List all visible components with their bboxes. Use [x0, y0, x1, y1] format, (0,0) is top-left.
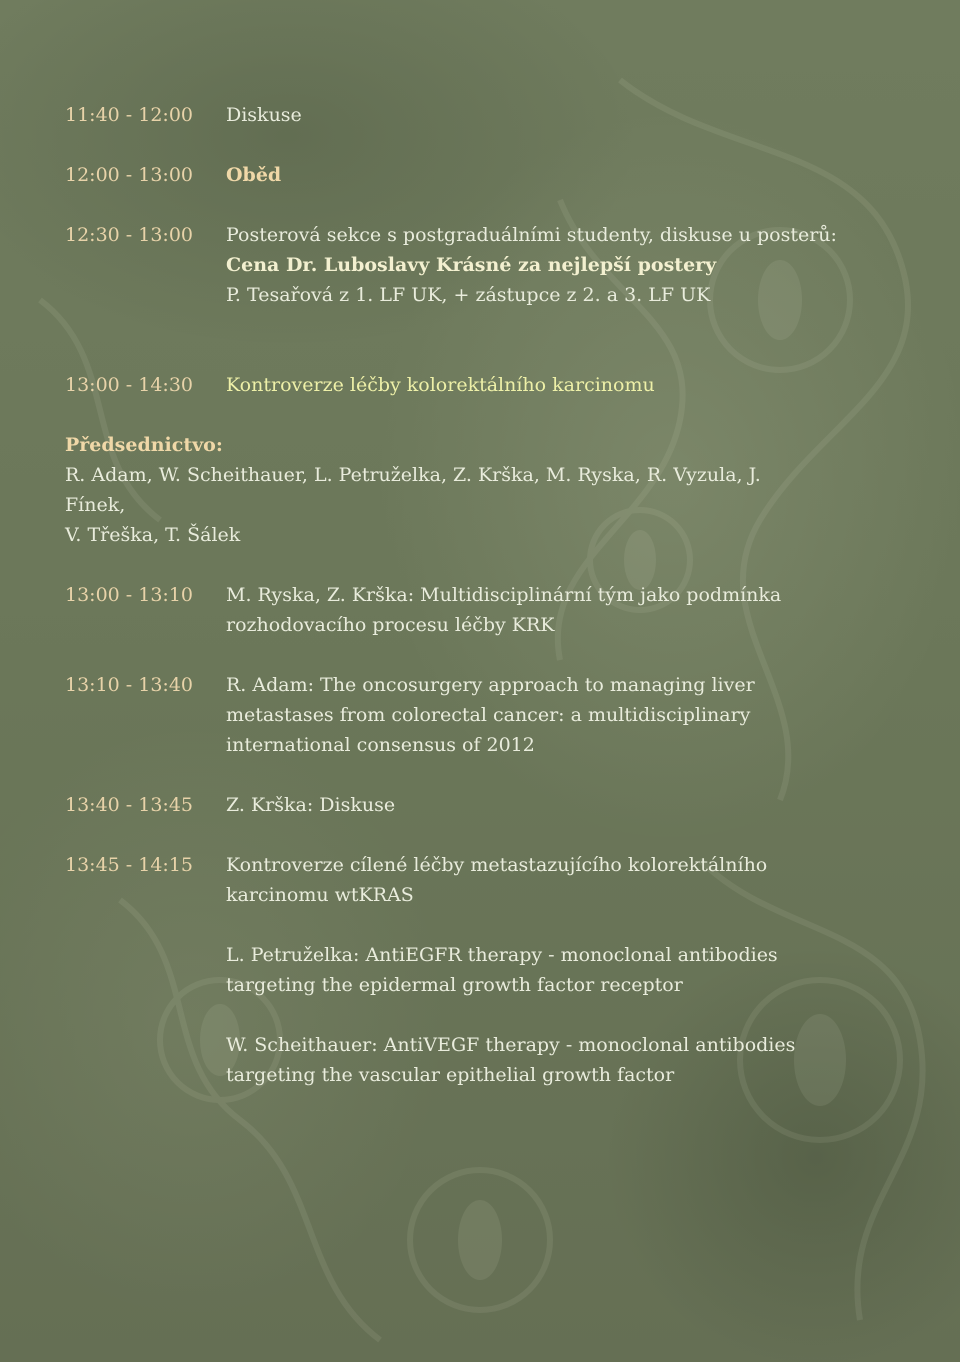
session-description [226, 220, 905, 310]
block-title: Kontroverze léčby kolorektálního karcinomu [226, 374, 655, 396]
talk-title-line: Kontroverze cílené léčby metastazujícího kolorektálního [226, 854, 768, 876]
presidium-names [65, 460, 825, 550]
session-title: Oběd [226, 164, 282, 186]
time-label: 12:00 - 13:00 [65, 164, 194, 186]
talk-description [226, 790, 905, 820]
session-presenters: P. Tesařová z 1. LF UK, + zástupce z 2. a 3. LF UK [226, 284, 711, 306]
session-title: Diskuse [226, 104, 302, 126]
talk-row-oncosurgery [65, 670, 905, 760]
subtalk-title-line: W. Scheithauer: AntiVEGF therapy - monoclonal antibodies [226, 1034, 796, 1056]
schedule-row-poster-section [65, 220, 905, 310]
schedule-row-lunch [65, 160, 905, 190]
time-label: 13:40 - 13:45 [65, 794, 194, 816]
talk-description [226, 850, 905, 1090]
talk-title-line: rozhodovacího procesu léčby KRK [226, 614, 555, 636]
talk-row-multidisciplinary [65, 580, 905, 640]
talk-title-line: metastases from colorectal cancer: a multidisciplinary [226, 704, 751, 726]
presidium-names-line: R. Adam, W. Scheithauer, L. Petruželka, Z. Krška, M. Ryska, R. Vyzula, J. Fínek, [65, 464, 761, 516]
subtalk-title-line: targeting the epidermal growth factor receptor [226, 974, 683, 996]
schedule-row-block-title [65, 370, 905, 400]
time-label: 11:40 - 12:00 [65, 104, 194, 126]
schedule-row-discussion [65, 100, 905, 130]
program-schedule [65, 100, 905, 1090]
session-title: Posterová sekce s postgraduálními studenty, diskuse u posterů: [226, 224, 837, 246]
talk-title-line: M. Ryska, Z. Krška: Multidisciplinární tým jako podmínka [226, 584, 782, 606]
talk-title-line: Z. Krška: Diskuse [226, 794, 396, 816]
subtalk-title-line: targeting the vascular epithelial growth factor [226, 1064, 675, 1086]
talk-title-line: R. Adam: The oncosurgery approach to managing liver [226, 674, 755, 696]
talk-description [226, 580, 905, 640]
talk-description [226, 670, 905, 760]
presidium-names-line: V. Třeška, T. Šálek [65, 524, 241, 546]
talk-row-targeted-therapy [65, 850, 905, 1090]
talk-row-discussion [65, 790, 905, 820]
presidium-label: Předsednictvo: [65, 434, 223, 456]
time-label: 13:10 - 13:40 [65, 674, 194, 696]
talk-title-line: international consensus of 2012 [226, 734, 535, 756]
time-label: 13:00 - 13:10 [65, 584, 194, 606]
time-label: 13:00 - 14:30 [65, 374, 194, 396]
time-label: 12:30 - 13:00 [65, 224, 194, 246]
talk-title-line: karcinomu wtKRAS [226, 884, 414, 906]
subtalk-title-line: L. Petruželka: AntiEGFR therapy - monoclonal antibodies [226, 944, 778, 966]
time-label: 13:45 - 14:15 [65, 854, 194, 876]
award-title: Cena Dr. Luboslavy Krásné za nejlepší postery [226, 254, 717, 276]
